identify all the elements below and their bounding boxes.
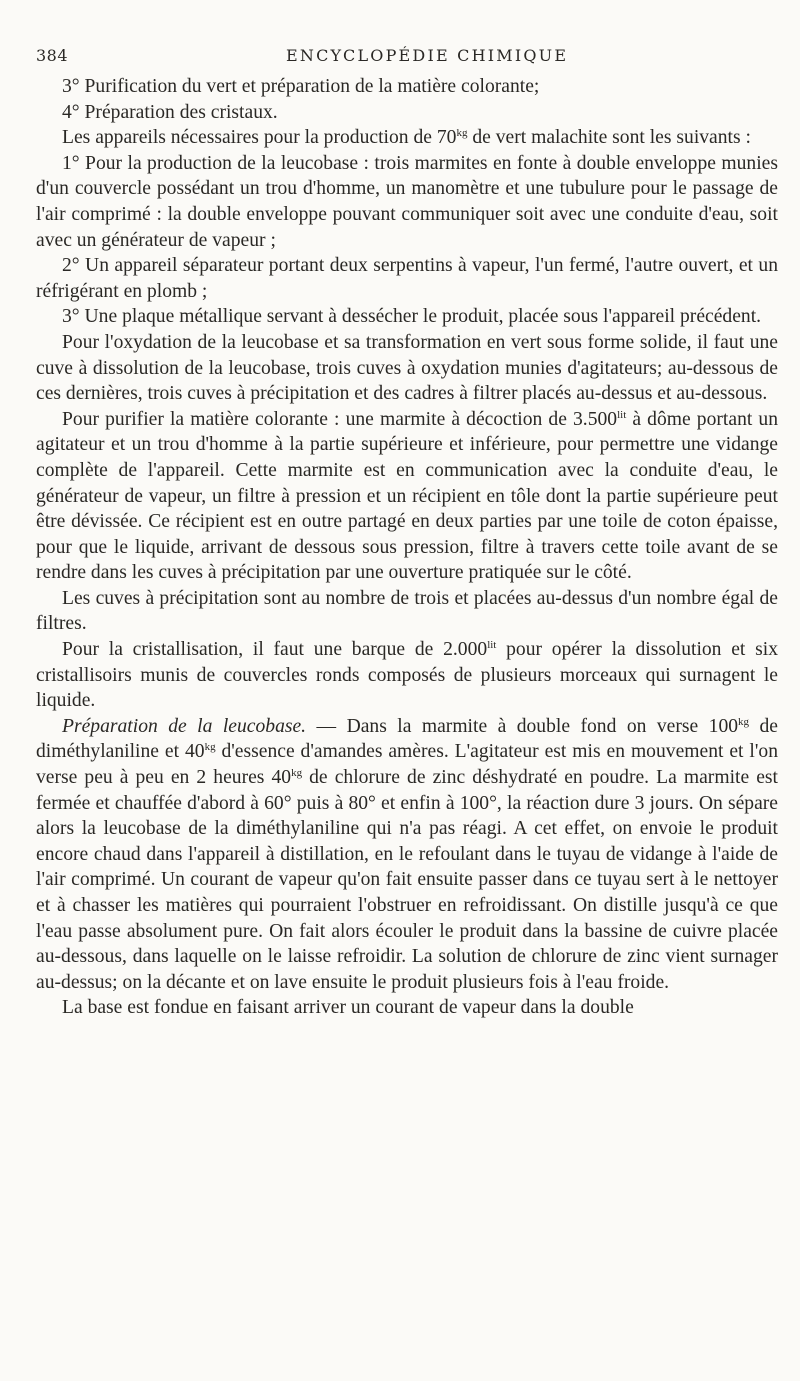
- paragraph: La base est fondue en faisant arriver un courant de vapeur dans la double: [62, 997, 634, 1019]
- list-item: 3° Une plaque métallique servant à dessécher le produit, placée sous l'appareil précédent.: [62, 306, 762, 328]
- paragraph: Pour l'oxydation de la leucobase et sa transformation en vert sous forme solide, il faut une cuve à dissolution de la leucobase, trois cuves à oxydation munies d'agitateurs; au-dessous de ces dernières, trois cuves à précipitation et des cadres à filtrer placés au-dessus et au-dessous.: [36, 331, 778, 405]
- list-item: 1° Pour la production de la leucobase : trois marmites en fonte à double enveloppe munies d'un couvercle possédant un trou d'homme, un manomètre et une tubulure pour le passage de l'air comprimé : la double enveloppe pouvant communiquer soit avec une conduite d'eau, soit avec un générateur de vapeur ;: [36, 152, 778, 251]
- body-text: [36, 74, 778, 1021]
- paragraph: Les cuves à précipitation sont au nombre de trois et placées au-dessus d'un nombre égal de filtres.: [36, 587, 778, 635]
- list-item: 2° Un appareil séparateur portant deux serpentins à vapeur, l'un fermé, l'autre ouvert, et un réfrigérant en plomb ;: [36, 255, 778, 302]
- list-item: 3° Purification du vert et préparation de la matière colorante;: [62, 76, 540, 97]
- paragraph: Pour la cristallisation, il faut une barque de $2.000^{lit}$ pour opérer la dissolution et six cristallisoirs munis de couvercles ronds composés de plusieurs morceaux qui surnagent le liquide.: [36, 639, 778, 712]
- paragraph-leucobase-preparation: Préparation de la leucobase. — Dans la marmite à double fond on verse $100^{kg}$ de diméthylaniline et $40^{kg}$ d'essence d'amandes amères. L'agitateur est mis en mouvement et l'on verse peu à peu en 2 heures $40^{kg}$ de chlorure de zinc déshydraté en poudre. La marmite est fermée et chauffée d'abord à 60° puis à 80° et enfin à 100°, la réaction dure 3 jours. On sépare alors la leucobase de la diméthylaniline qui n'a pas réagi. A cet effet, on envoie le produit encore chaud dans l'appareil à distillation, en le refoulant dans le tuyau de vidange à l'aide de l'air comprimé. Un courant de vapeur qu'on fait ensuite passer dans ce tuyau sert à le nettoyer et à chasser les matières qui pourraient l'obstruer en refroidissant. On distille jusqu'à ce que l'eau passe absolument pure. On fait alors écouler le produit dans la bassine de cuivre placée au-dessous, dans laquelle on le laisse refroidir. La solution de chlorure de zinc vient surnager au-dessus; on la décante et on lave ensuite le produit plusieurs fois à l'eau froide.: [36, 715, 778, 993]
- list-item: 4° Préparation des cristaux.: [62, 101, 278, 123]
- paragraph: Les appareils nécessaires pour la production de $70^{kg}$ de vert malachite sont les suivants :: [62, 127, 751, 149]
- page-header: [36, 46, 736, 70]
- running-title: ENCYCLOPÉDIE CHIMIQUE: [286, 46, 569, 65]
- page-number: 384: [36, 46, 69, 65]
- paragraph: Pour purifier la matière colorante : une marmite à décoction de $3.500^{lit}$ à dôme portant un agitateur et un trou d'homme à la partie supérieure et inférieure, pour permettre une vidange complète de l'appareil. Cette marmite est en communication avec la conduite d'eau, le générateur de vapeur, un filtre à pression et un récipient en tôle dont la partie supérieure peut être dévissée. Ce récipient est en outre partagé en deux parties par une toile de coton épaisse, pour que le liquide, arrivant de dessous sous pression, filtre à travers cette toile avant de se rendre dans les cuves à précipitation par une ouverture pratiquée sur le côté.: [36, 408, 779, 584]
